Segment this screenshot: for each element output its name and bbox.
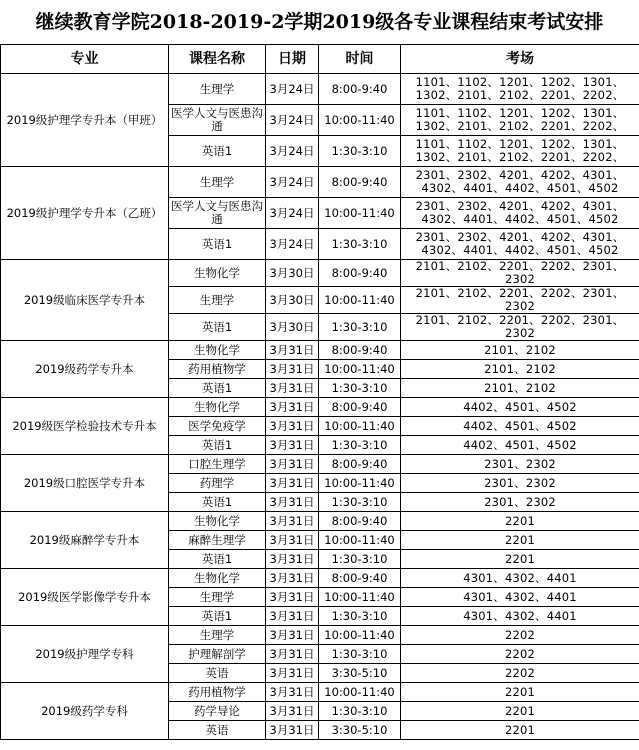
date-cell: 3月31日: [266, 702, 319, 721]
course-cell: 药用植物学: [169, 683, 266, 702]
course-cell: 药用植物学: [169, 360, 266, 379]
course-cell: 医学人文与医患沟通: [169, 198, 266, 229]
date-cell: 3月24日: [266, 136, 319, 167]
time-cell: 10:00-11:40: [319, 531, 401, 550]
time-cell: 8:00-9:40: [319, 455, 401, 474]
course-cell: 英语1: [169, 229, 266, 260]
date-cell: 3月24日: [266, 74, 319, 105]
time-cell: 8:00-9:40: [319, 74, 401, 105]
time-cell: 8:00-9:40: [319, 398, 401, 417]
date-cell: 3月24日: [266, 229, 319, 260]
time-cell: 10:00-11:40: [319, 198, 401, 229]
room-cell: 2301、2302: [401, 493, 639, 512]
header-row: [1, 45, 639, 74]
room-cell: 2101、2102、2201、2202、2301、2302: [401, 314, 639, 341]
date-cell: 3月30日: [266, 287, 319, 314]
course-cell: 英语1: [169, 379, 266, 398]
course-cell: 药学导论: [169, 702, 266, 721]
room-cell: 1101、1102、1201、1202、1301、1302、2101、2102、2201、2202、: [401, 136, 639, 167]
table-row: [1, 167, 639, 198]
course-cell: 英语1: [169, 314, 266, 341]
time-cell: 10:00-11:40: [319, 287, 401, 314]
header-time: 时间: [319, 45, 401, 74]
time-cell: 10:00-11:40: [319, 683, 401, 702]
time-cell: 1:30-3:10: [319, 229, 401, 260]
date-cell: 3月31日: [266, 398, 319, 417]
course-cell: 英语1: [169, 607, 266, 626]
date-cell: 3月24日: [266, 105, 319, 136]
table-row: [1, 512, 639, 531]
date-cell: 3月31日: [266, 493, 319, 512]
date-cell: 3月31日: [266, 417, 319, 436]
room-cell: 4402、4501、4502: [401, 436, 639, 455]
time-cell: 3:30-5:10: [319, 721, 401, 740]
course-cell: 英语1: [169, 550, 266, 569]
room-cell: 2101、2102: [401, 341, 639, 360]
room-cell: 2201: [401, 683, 639, 702]
major-cell: 2019级护理学专升本（甲班）: [1, 74, 169, 167]
time-cell: 10:00-11:40: [319, 105, 401, 136]
course-cell: 护理解剖学: [169, 645, 266, 664]
time-cell: 8:00-9:40: [319, 512, 401, 531]
time-cell: 10:00-11:40: [319, 474, 401, 493]
time-cell: 1:30-3:10: [319, 379, 401, 398]
table-row: [1, 74, 639, 105]
major-cell: 2019级麻醉学专升本: [1, 512, 169, 569]
course-cell: 口腔生理学: [169, 455, 266, 474]
course-cell: 生物化学: [169, 260, 266, 287]
room-cell: 4301、4302、4401: [401, 607, 639, 626]
room-cell: 2101、2102: [401, 379, 639, 398]
time-cell: 8:00-9:40: [319, 260, 401, 287]
room-cell: 2201: [401, 512, 639, 531]
time-cell: 1:30-3:10: [319, 493, 401, 512]
date-cell: 3月31日: [266, 512, 319, 531]
time-cell: 8:00-9:40: [319, 167, 401, 198]
major-cell: 2019级药学专升本: [1, 341, 169, 398]
table-row: [1, 683, 639, 702]
course-cell: 医学免疫学: [169, 417, 266, 436]
room-cell: 2101、2102、2201、2202、2301、2302: [401, 260, 639, 287]
course-cell: 生物化学: [169, 341, 266, 360]
time-cell: 10:00-11:40: [319, 626, 401, 645]
time-cell: 1:30-3:10: [319, 645, 401, 664]
course-cell: 生物化学: [169, 398, 266, 417]
time-cell: 10:00-11:40: [319, 588, 401, 607]
date-cell: 3月24日: [266, 198, 319, 229]
date-cell: 3月31日: [266, 341, 319, 360]
room-cell: 2201: [401, 550, 639, 569]
major-cell: 2019级医学检验技术专升本: [1, 398, 169, 455]
major-cell: 2019级药学专科: [1, 683, 169, 740]
header-date: 日期: [266, 45, 319, 74]
course-cell: 生理学: [169, 167, 266, 198]
room-cell: 2301、2302、4201、4202、4301、4302、4401、4402、4501、4502: [401, 229, 639, 260]
date-cell: 3月31日: [266, 455, 319, 474]
room-cell: 4402、4501、4502: [401, 417, 639, 436]
date-cell: 3月24日: [266, 167, 319, 198]
time-cell: 1:30-3:10: [319, 314, 401, 341]
table-row: [1, 455, 639, 474]
time-cell: 10:00-11:40: [319, 417, 401, 436]
table-row: [1, 260, 639, 287]
time-cell: 1:30-3:10: [319, 607, 401, 626]
room-cell: 2101、2102: [401, 360, 639, 379]
course-cell: 生物化学: [169, 569, 266, 588]
time-cell: 1:30-3:10: [319, 436, 401, 455]
header-major: 专业: [1, 45, 169, 74]
room-cell: 2202: [401, 626, 639, 645]
major-cell: 2019级医学影像学专升本: [1, 569, 169, 626]
date-cell: 3月31日: [266, 664, 319, 683]
time-cell: 1:30-3:10: [319, 550, 401, 569]
time-cell: 1:30-3:10: [319, 702, 401, 721]
major-cell: 2019级口腔医学专升本: [1, 455, 169, 512]
room-cell: 2301、2302: [401, 455, 639, 474]
room-cell: 1101、1102、1201、1202、1301、1302、2101、2102、2201、2202、: [401, 105, 639, 136]
course-cell: 生物化学: [169, 512, 266, 531]
room-cell: 2101、2102、2201、2202、2301、2302: [401, 287, 639, 314]
course-cell: 英语1: [169, 436, 266, 455]
major-cell: 2019级护理学专科: [1, 626, 169, 683]
time-cell: 3:30-5:10: [319, 664, 401, 683]
date-cell: 3月31日: [266, 607, 319, 626]
date-cell: 3月30日: [266, 314, 319, 341]
time-cell: 8:00-9:40: [319, 569, 401, 588]
course-cell: 医学人文与医患沟通: [169, 105, 266, 136]
course-cell: 生理学: [169, 74, 266, 105]
date-cell: 3月31日: [266, 436, 319, 455]
course-cell: 英语1: [169, 493, 266, 512]
date-cell: 3月31日: [266, 474, 319, 493]
date-cell: 3月31日: [266, 379, 319, 398]
major-cell: 2019级临床医学专升本: [1, 260, 169, 341]
course-cell: 英语1: [169, 136, 266, 167]
course-cell: 生理学: [169, 287, 266, 314]
course-cell: 英语: [169, 664, 266, 683]
room-cell: 4301、4302、4401: [401, 569, 639, 588]
room-cell: 2301、2302: [401, 474, 639, 493]
date-cell: 3月31日: [266, 626, 319, 645]
table-row: [1, 626, 639, 645]
room-cell: 1101、1102、1201、1202、1301、1302、2101、2102、2201、2202、: [401, 74, 639, 105]
table-row: [1, 398, 639, 417]
date-cell: 3月31日: [266, 531, 319, 550]
date-cell: 3月31日: [266, 588, 319, 607]
course-cell: 英语: [169, 721, 266, 740]
course-cell: 麻醉生理学: [169, 531, 266, 550]
room-cell: 2201: [401, 702, 639, 721]
room-cell: 2202: [401, 664, 639, 683]
room-cell: 2201: [401, 531, 639, 550]
course-cell: 药理学: [169, 474, 266, 493]
date-cell: 3月31日: [266, 645, 319, 664]
room-cell: 2301、2302、4201、4202、4301、4302、4401、4402、4501、4502: [401, 198, 639, 229]
date-cell: 3月31日: [266, 721, 319, 740]
room-cell: 2201: [401, 721, 639, 740]
exam-schedule-table: [0, 44, 639, 740]
room-cell: 4402、4501、4502: [401, 398, 639, 417]
major-cell: 2019级护理学专升本（乙班）: [1, 167, 169, 260]
date-cell: 3月31日: [266, 550, 319, 569]
header-course: 课程名称: [169, 45, 266, 74]
table-body: [1, 74, 639, 740]
date-cell: 3月31日: [266, 683, 319, 702]
header-room: 考场: [401, 45, 639, 74]
time-cell: 8:00-9:40: [319, 341, 401, 360]
time-cell: 1:30-3:10: [319, 136, 401, 167]
date-cell: 3月31日: [266, 360, 319, 379]
table-row: [1, 341, 639, 360]
date-cell: 3月30日: [266, 260, 319, 287]
time-cell: 10:00-11:40: [319, 360, 401, 379]
course-cell: 生理学: [169, 588, 266, 607]
page-title: 继续教育学院2018-2019-2学期2019级各专业课程结束考试安排: [35, 11, 604, 33]
course-cell: 生理学: [169, 626, 266, 645]
date-cell: 3月31日: [266, 569, 319, 588]
table-row: [1, 569, 639, 588]
room-cell: 4301、4302、4401: [401, 588, 639, 607]
room-cell: 2202: [401, 645, 639, 664]
room-cell: 2301、2302、4201、4202、4301、4302、4401、4402、4501、4502: [401, 167, 639, 198]
